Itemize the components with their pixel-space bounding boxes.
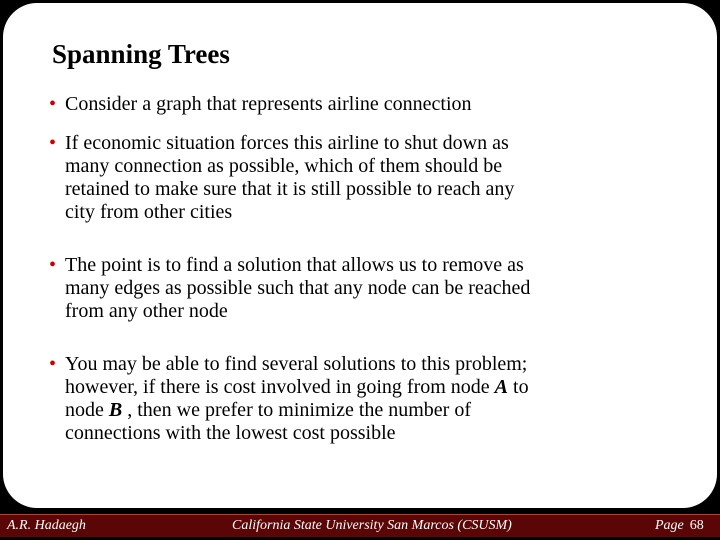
node-b-label: B	[108, 399, 123, 421]
slide-title: Spanning Trees	[52, 39, 230, 69]
bullet-text-segment: node	[65, 399, 109, 421]
bullet-text: city from other cities	[65, 201, 233, 223]
bullet-text-segment: to	[508, 376, 529, 398]
footer-page	[655, 518, 704, 534]
bullet-text: many connection as possible, which of them should be	[65, 155, 503, 177]
slide-footer	[0, 514, 720, 537]
bullet-text-segment: however, if there is cost involved in going from node	[65, 376, 495, 398]
bullet-text: retained to make sure that it is still possible to reach any	[65, 178, 515, 200]
bullet-item-3	[49, 254, 689, 323]
bullet-text: The point is to find a solution that allows us to remove as	[65, 254, 524, 276]
bullet-text: Consider a graph that represents airline connection	[65, 93, 472, 115]
bullet-text: You may be able to find several solutions to this problem;	[65, 353, 528, 375]
node-a-label: A	[494, 376, 509, 398]
bullet-marker: •	[49, 353, 57, 375]
bullet-text-segment: , then we prefer to minimize the number of	[122, 399, 472, 421]
bullet-text	[65, 376, 689, 399]
bullet-text	[65, 399, 689, 422]
bullet-text: many edges as possible such that any node can be reached	[65, 277, 531, 299]
bullet-marker: •	[49, 93, 57, 115]
bullet-item-2	[49, 132, 689, 224]
footer-author: A.R. Hadaegh	[7, 518, 86, 533]
bullet-item-4	[49, 353, 689, 445]
page-label: Page	[655, 518, 684, 533]
footer-institution: California State University San Marcos (CSUSM)	[232, 518, 512, 533]
bullet-list	[49, 93, 689, 445]
content-panel	[3, 3, 717, 508]
bullet-text: If economic situation forces this airline to shut down as	[65, 132, 509, 154]
bullet-marker: •	[49, 132, 57, 154]
bullet-marker: •	[49, 254, 57, 276]
bullet-item-1	[49, 93, 689, 116]
bullet-text: connections with the lowest cost possible	[65, 422, 396, 444]
page-number: 68	[689, 518, 704, 533]
bullet-text: from any other node	[65, 300, 228, 322]
